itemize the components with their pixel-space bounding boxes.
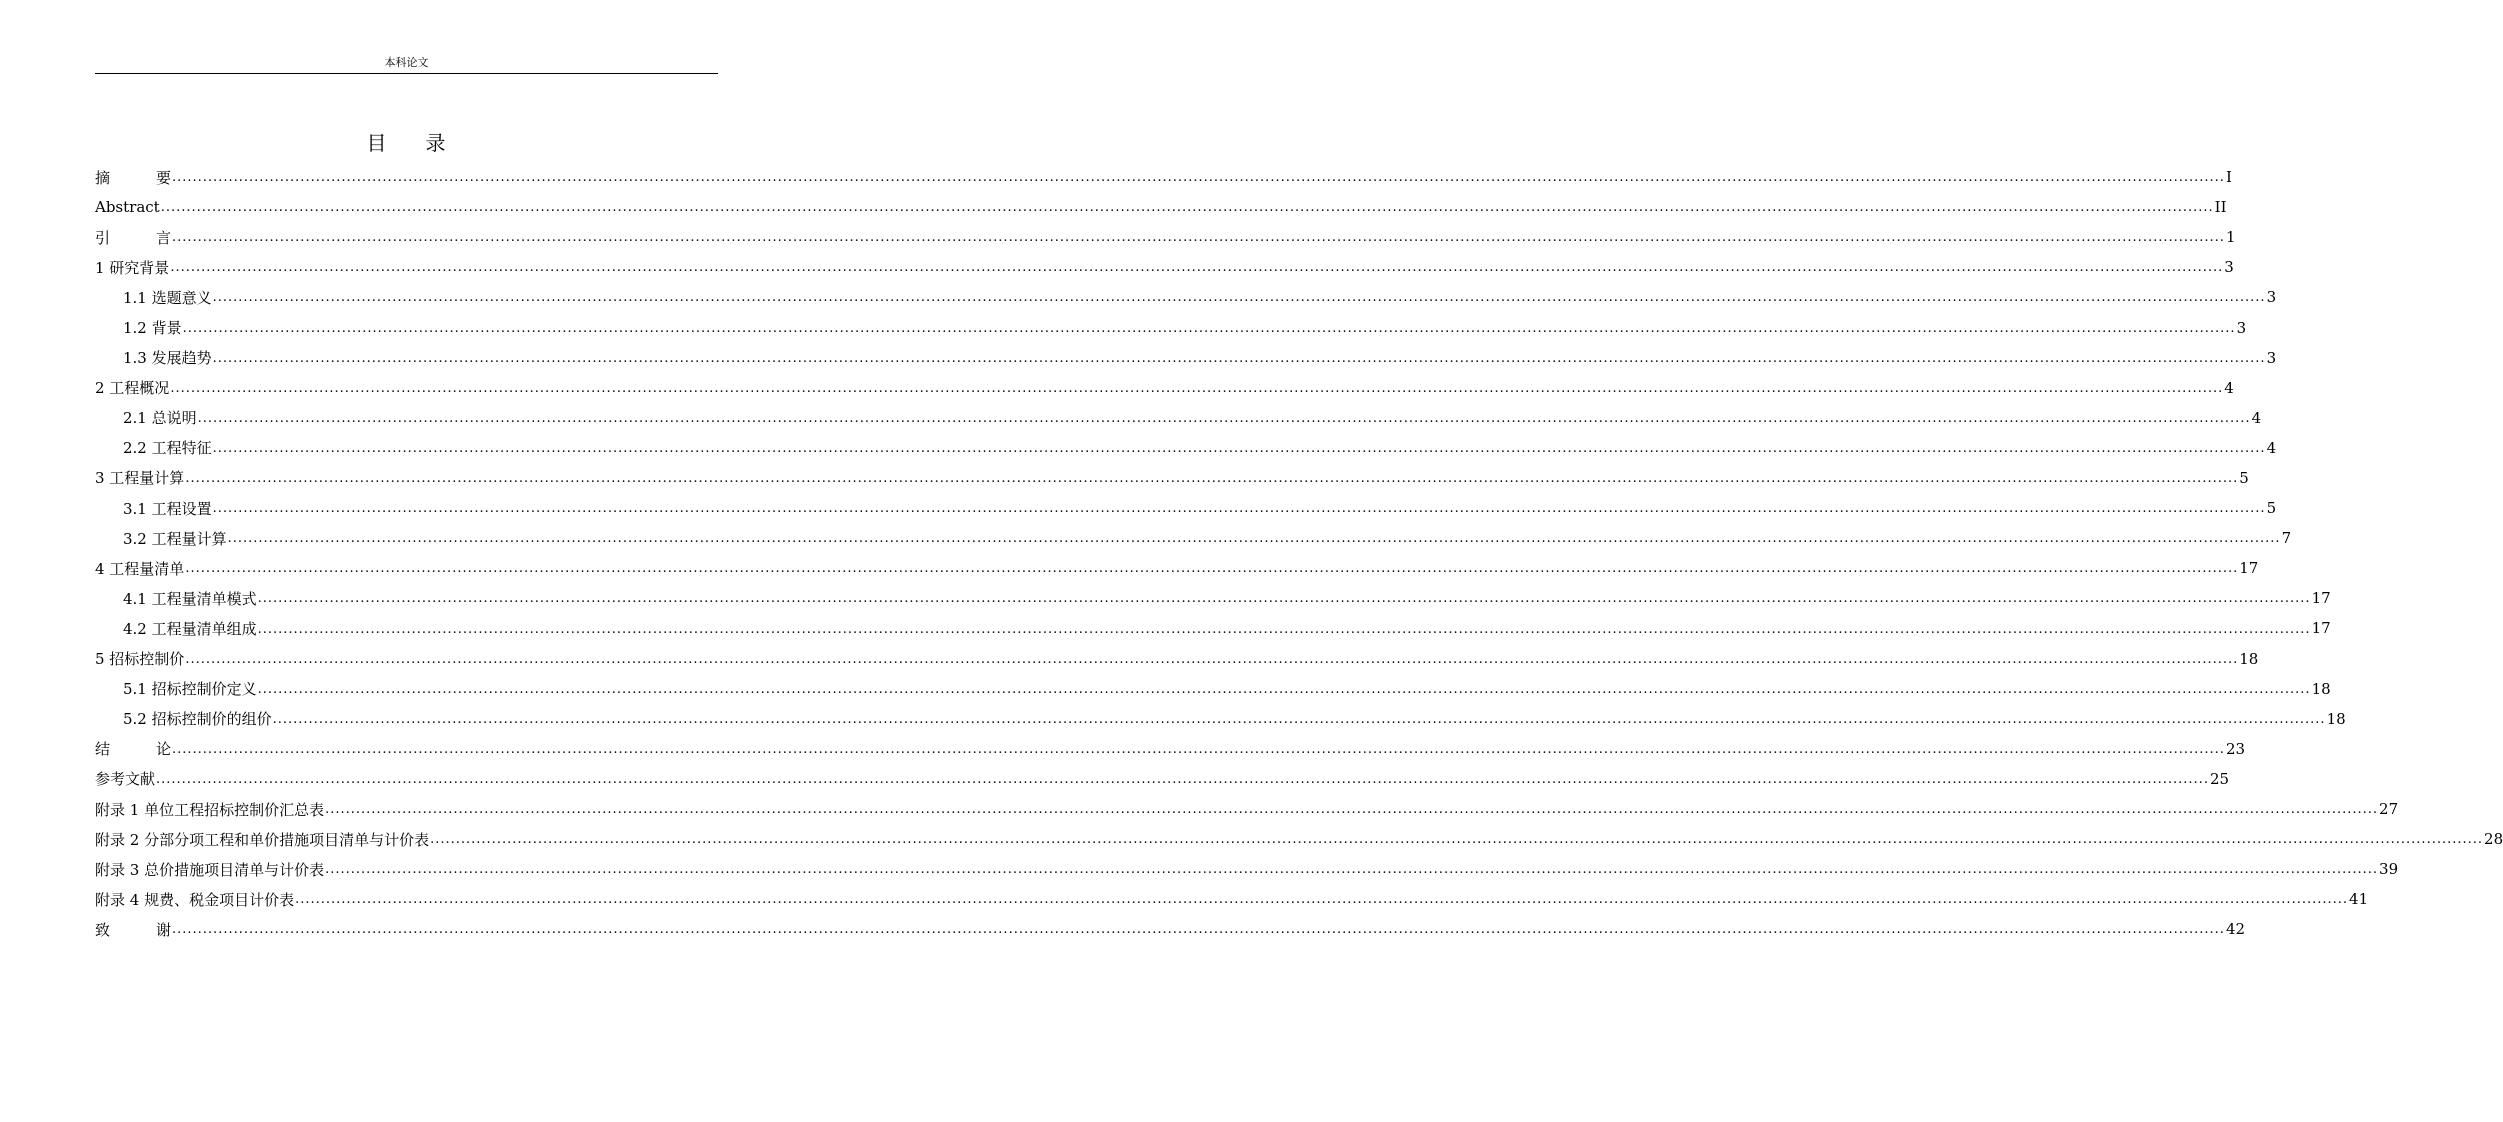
toc-entry[interactable] [95, 583, 2331, 613]
toc-entry-label-char: 言 [155, 228, 171, 247]
toc-entry[interactable] [95, 674, 2331, 704]
toc-title-right: 录 [425, 131, 447, 155]
toc-entry-label: 3 工程量计算 [95, 469, 185, 488]
toc-entry-label: 参考文献 [95, 770, 156, 789]
toc-page-number: 28 [2484, 830, 2503, 849]
running-header: 本科论文 [384, 56, 429, 69]
toc-entry[interactable] [95, 854, 2399, 884]
toc-leader-dots: ................................................................................................................................................................................................................................................................................................................................................................................................................ [160, 200, 2214, 216]
toc-entry[interactable] [95, 884, 2369, 914]
toc-entry-label-char: 谢 [155, 920, 171, 939]
toc-page-number: 3 [2224, 258, 2234, 277]
toc-leader-dots: ................................................................................................................................................................................................................................................................................................................................................................................................................ [257, 681, 2311, 697]
toc-entry-label: 附录 4 规费、税金项目计价表 [95, 890, 295, 909]
toc-page-number: 17 [2311, 619, 2331, 638]
toc-leader-dots: ................................................................................................................................................................................................................................................................................................................................................................................................................ [295, 892, 2349, 908]
toc-leader-dots: ................................................................................................................................................................................................................................................................................................................................................................................................................ [212, 440, 2266, 456]
toc-entry-label: 2 工程概况 [95, 379, 170, 398]
toc-entry-label [95, 227, 171, 248]
toc-entry-label-char: 致 [95, 920, 111, 939]
toc-entry[interactable] [95, 162, 2232, 192]
toc-entry[interactable] [95, 252, 2234, 282]
toc-entry[interactable] [95, 403, 2262, 433]
toc-entry[interactable] [95, 734, 2246, 764]
toc-page-number: 17 [2239, 559, 2259, 578]
toc-page-number: 18 [2239, 649, 2259, 668]
toc-page-number: 23 [2225, 739, 2246, 758]
toc-page-number: 4 [2224, 378, 2234, 397]
toc-entry-label: 3.1 工程设置 [123, 499, 212, 518]
toc-page-number: 27 [2379, 800, 2399, 819]
toc-leader-dots: ................................................................................................................................................................................................................................................................................................................................................................................................................ [172, 741, 2225, 757]
toc-entry[interactable] [95, 764, 2230, 794]
toc-entry[interactable] [95, 794, 2399, 824]
header-rule [95, 73, 718, 74]
table-of-contents [95, 162, 2503, 944]
toc-entry-label: 5.1 招标控制价定义 [123, 680, 257, 699]
toc-page-number: 7 [2281, 529, 2292, 548]
toc-entry-label-char: 论 [155, 740, 171, 759]
toc-entry-label: 1.2 背景 [123, 319, 182, 338]
toc-page-number: I [2225, 168, 2232, 187]
toc-leader-dots: ................................................................................................................................................................................................................................................................................................................................................................................................................ [156, 771, 2209, 787]
toc-leader-dots: ................................................................................................................................................................................................................................................................................................................................................................................................................ [325, 862, 2379, 878]
toc-entry[interactable] [95, 914, 2246, 944]
toc-page-number: 3 [2266, 288, 2277, 307]
toc-leader-dots: ................................................................................................................................................................................................................................................................................................................................................................................................................ [172, 922, 2225, 938]
toc-entry-label: 4 工程量清单 [95, 559, 185, 578]
toc-leader-dots: ................................................................................................................................................................................................................................................................................................................................................................................................................ [170, 380, 2224, 396]
toc-entry[interactable] [95, 222, 2236, 252]
toc-entry-label: 附录 2 分部分项工程和单价措施项目清单与计价表 [95, 830, 430, 849]
toc-page-number: 4 [2266, 438, 2277, 457]
toc-title [95, 130, 718, 156]
toc-entry-label-char: 要 [155, 168, 171, 187]
toc-entry-label: 2.2 工程特征 [123, 439, 212, 458]
toc-page-number: 5 [2266, 499, 2277, 518]
toc-leader-dots: ................................................................................................................................................................................................................................................................................................................................................................................................................ [185, 651, 2239, 667]
toc-entry[interactable] [95, 824, 2503, 854]
toc-page-number: II [2214, 198, 2227, 217]
toc-entry-label: 5.2 招标控制价的组价 [123, 710, 272, 729]
toc-entry[interactable] [95, 553, 2259, 583]
toc-entry-label [95, 167, 171, 188]
toc-page-number: 3 [2236, 318, 2247, 337]
toc-entry[interactable] [95, 613, 2331, 643]
toc-leader-dots: ................................................................................................................................................................................................................................................................................................................................................................................................................ [272, 711, 2326, 727]
toc-leader-dots: ................................................................................................................................................................................................................................................................................................................................................................................................................ [212, 501, 2266, 517]
toc-page-number: 18 [2326, 709, 2346, 728]
toc-entry[interactable] [95, 192, 2227, 222]
toc-entry[interactable] [95, 433, 2277, 463]
toc-entry[interactable] [95, 644, 2259, 674]
toc-entry-label: 1 研究背景 [95, 258, 170, 277]
toc-entry-label: 附录 3 总价措施项目清单与计价表 [95, 860, 325, 879]
toc-entry-label: 1.3 发展趋势 [123, 349, 212, 368]
toc-leader-dots: ................................................................................................................................................................................................................................................................................................................................................................................................................ [185, 471, 2239, 487]
toc-entry[interactable] [95, 704, 2346, 734]
toc-entry[interactable] [95, 523, 2292, 553]
toc-page-number: 3 [2266, 348, 2277, 367]
toc-leader-dots: ................................................................................................................................................................................................................................................................................................................................................................................................................ [172, 170, 2225, 186]
toc-entry-label: 3.2 工程量计算 [123, 529, 227, 548]
toc-entry[interactable] [95, 493, 2277, 523]
toc-entry-label: 4.2 工程量清单组成 [123, 619, 257, 638]
toc-page-number: 4 [2251, 408, 2262, 427]
toc-leader-dots: ................................................................................................................................................................................................................................................................................................................................................................................................................ [212, 350, 2266, 366]
toc-entry-label: 2.1 总说明 [123, 409, 197, 428]
toc-entry-label-char: 引 [95, 228, 111, 247]
toc-leader-dots: ................................................................................................................................................................................................................................................................................................................................................................................................................ [212, 290, 2266, 306]
toc-entry[interactable] [95, 282, 2277, 312]
toc-entry[interactable] [95, 343, 2277, 373]
toc-leader-dots: ................................................................................................................................................................................................................................................................................................................................................................................................................ [172, 230, 2225, 246]
toc-entry[interactable] [95, 312, 2247, 342]
toc-page-number: 42 [2225, 920, 2246, 939]
toc-page-number: 25 [2209, 769, 2230, 788]
toc-leader-dots: ................................................................................................................................................................................................................................................................................................................................................................................................................ [430, 832, 2484, 848]
toc-page-number: 5 [2239, 468, 2249, 487]
toc-page-number: 41 [2349, 890, 2369, 909]
toc-leader-dots: ................................................................................................................................................................................................................................................................................................................................................................................................................ [257, 591, 2311, 607]
toc-page-number: 1 [2225, 228, 2236, 247]
toc-leader-dots: ................................................................................................................................................................................................................................................................................................................................................................................................................ [197, 410, 2251, 426]
toc-entry-label: 4.1 工程量清单模式 [123, 589, 257, 608]
toc-leader-dots: ................................................................................................................................................................................................................................................................................................................................................................................................................ [170, 260, 2224, 276]
toc-entry-label [95, 919, 171, 940]
toc-entry-label: 附录 1 单位工程招标控制价汇总表 [95, 800, 325, 819]
toc-title-left: 目 [366, 131, 388, 155]
toc-entry[interactable] [95, 463, 2249, 493]
toc-entry-label: Abstract [95, 198, 160, 217]
toc-leader-dots: ................................................................................................................................................................................................................................................................................................................................................................................................................ [227, 531, 2281, 547]
toc-page-number: 18 [2311, 679, 2331, 698]
toc-page-number: 39 [2379, 860, 2399, 879]
toc-entry-label-char: 结 [95, 740, 111, 759]
toc-entry-label-char: 摘 [95, 168, 111, 187]
toc-leader-dots: ................................................................................................................................................................................................................................................................................................................................................................................................................ [182, 320, 2236, 336]
toc-page-number: 17 [2311, 589, 2331, 608]
toc-leader-dots: ................................................................................................................................................................................................................................................................................................................................................................................................................ [185, 561, 2239, 577]
toc-entry-label [95, 738, 171, 759]
toc-entry-label: 5 招标控制价 [95, 650, 185, 669]
toc-leader-dots: ................................................................................................................................................................................................................................................................................................................................................................................................................ [325, 802, 2379, 818]
toc-entry[interactable] [95, 373, 2234, 403]
toc-entry-label: 1.1 选题意义 [123, 288, 212, 307]
toc-leader-dots: ................................................................................................................................................................................................................................................................................................................................................................................................................ [257, 621, 2311, 637]
